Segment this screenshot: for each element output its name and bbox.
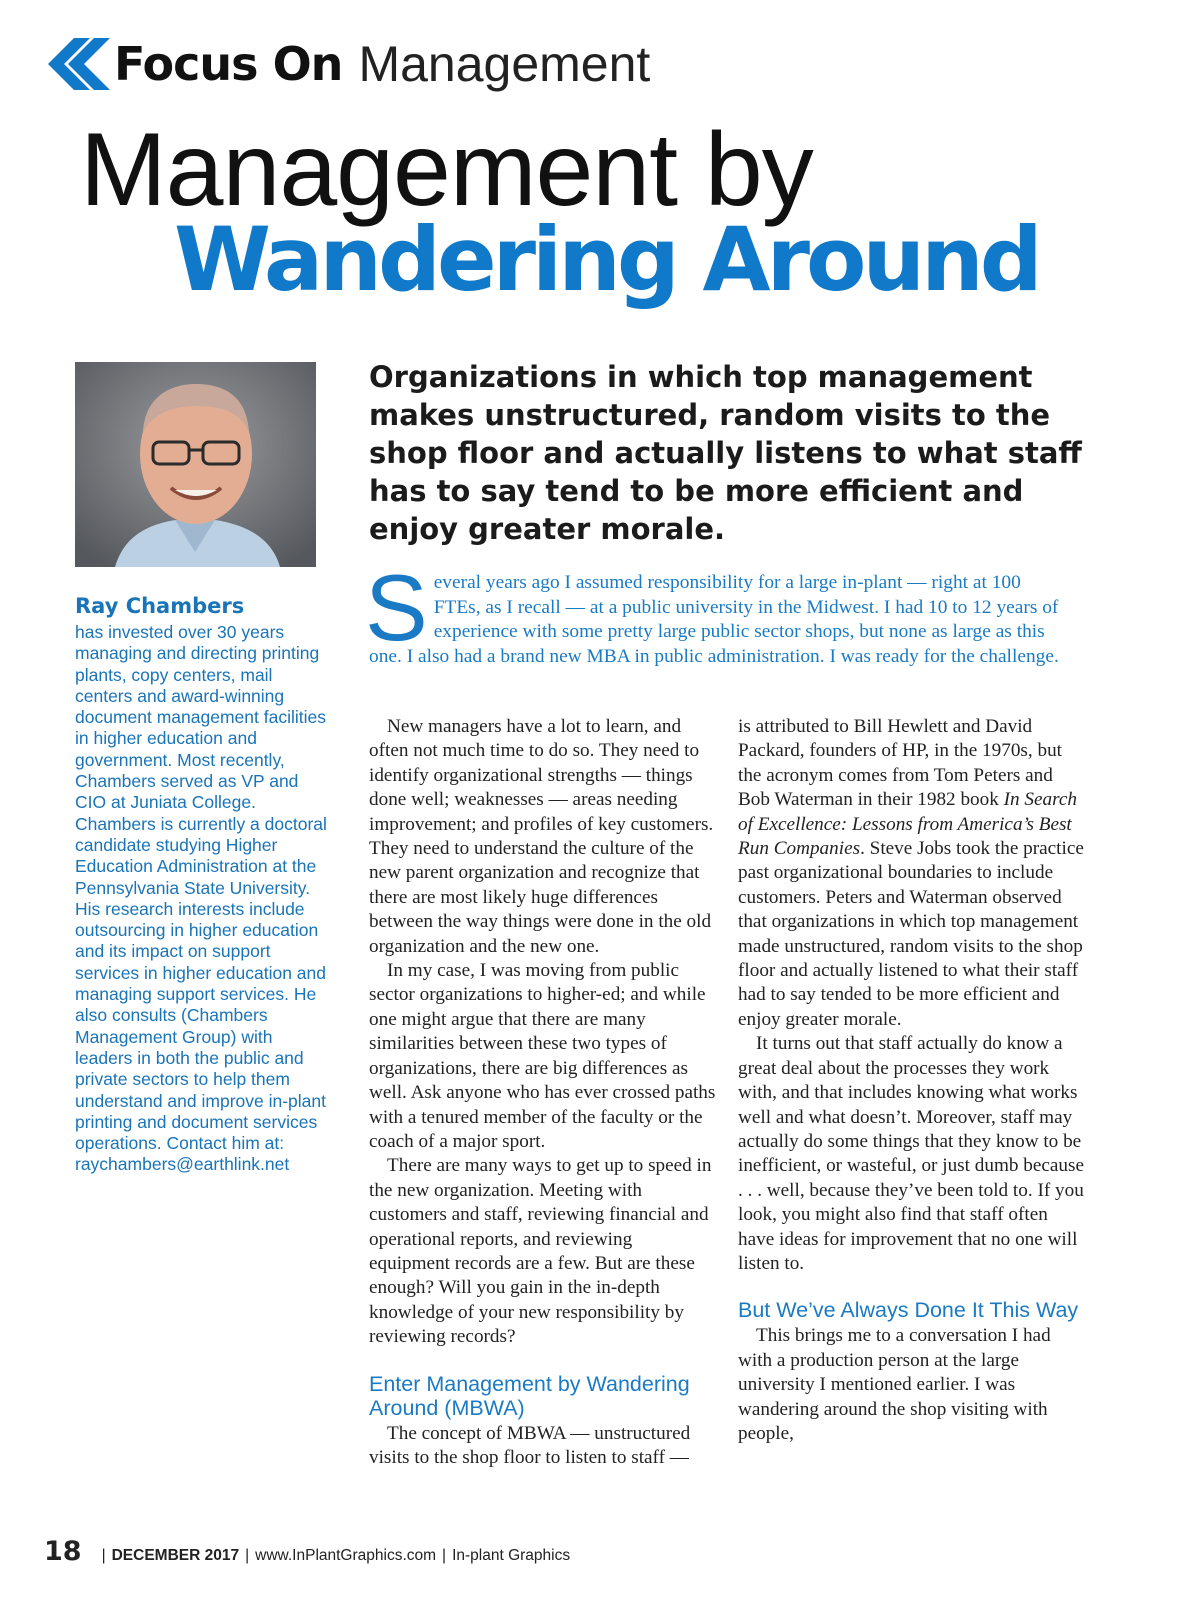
article-deck: Organizations in which top management makes unstructured, random visits to the shop floor and actually listens to what staff has to say tend to be more efficient and enjoy greater morale. bbox=[369, 360, 1082, 546]
subhead-mbwa: Enter Management by Wandering Around (MBWA) bbox=[369, 1371, 690, 1420]
page-footer: 18 | DECEMBER 2017 | www.InPlantGraphics.com | In-plant Graphics bbox=[44, 1536, 571, 1567]
body-paragraph: In my case, I was moving from public sector organizations to higher-ed; and while one might argue that there are many similarities between these two types of organizations, there are big differences as well. Ask anyone who has ever crossed paths with a tenured member of the faculty or the coach of a major sport. bbox=[369, 960, 716, 1152]
lead-paragraph bbox=[365, 555, 1065, 669]
publication-name: In-plant Graphics bbox=[452, 1547, 571, 1564]
double-chevron-left-icon bbox=[44, 36, 110, 92]
article-title-line-1: Management by bbox=[80, 112, 813, 228]
article-title-line-2: Wandering Around bbox=[174, 208, 1039, 311]
author-bio: has invested over 30 years managing and directing printing plants, copy centers, mail centers and award-winning document management facilities in higher education and government. Most recently, Chambers served as VP and CIO at Juniata College. Chambers is currently a doctoral candidate studying Higher Education Administration at the Pennsylvania State University. His research interests include outsourcing in higher education and its impact on support services in higher education and managing support services. He also consults (Chambers Management Group) with leaders in both the public and private sectors to help them understand and improve in-plant printing and document services operations. Contact him at: raychambers@earthlink.net bbox=[75, 622, 327, 1175]
drop-cap: S bbox=[365, 555, 428, 660]
body-paragraph: New managers have a lot to learn, and often not much time to do so. They need to identify organizational strengths — things done well; weaknesses — areas needing improvement; and profiles of key customers. They need to understand the culture of the new parent organization and recognize that there are most likely huge differences between the way things were done in the old organization and the new one. bbox=[369, 716, 714, 957]
body-paragraph: This brings me to a conversation I had with a production person at the large university I mentioned earlier. I was wandering around the shop visiting with people, bbox=[738, 1325, 1051, 1444]
body-paragraph: The concept of MBWA — unstructured visits to the shop floor to listen to staff — bbox=[369, 1422, 691, 1468]
issue-date: DECEMBER 2017 bbox=[111, 1547, 240, 1564]
body-column-left bbox=[369, 715, 717, 1470]
body-paragraph: There are many ways to get up to speed in the new organization. Meeting with customers and staff, reviewing financial and operational reports, and reviewing equipment records are a few. But are these enough? Will you gain in the in-depth knowledge of your new responsibility by reviewing records? bbox=[369, 1155, 712, 1348]
body-text: is attributed to Bill Hewlett and David Packard, founders of HP, in the 1970s, but the acronym comes from Tom Peters and Bob Waterman in their 1982 book bbox=[738, 716, 1063, 811]
body-text: . Steve Jobs took the practice past organizational boundaries to include customers. Peters and Waterman observed that organizations in which top management made unstructured, random visits to the shop floor and actually listened to what their staff had to say tended to be more efficient and enjoy greater morale. bbox=[738, 838, 1084, 1030]
body-paragraph: It turns out that staff actually do know a great deal about the processes they work with, and that includes knowing what works well and what doesn’t. Moreover, staff may actually do some things that they know to be inefficient, or wasteful, or just dumb because . . . well, because they’ve been told to. If you look, you might also find that staff often have ideas for improvement that no one will listen to. bbox=[738, 1033, 1084, 1274]
website-link[interactable]: www.InPlantGraphics.com bbox=[255, 1547, 437, 1564]
section-header bbox=[44, 34, 650, 94]
section-topic: Management bbox=[358, 36, 651, 92]
book-title: In Search of Excellence: Lessons from America’s Best Run Companies bbox=[738, 789, 1077, 860]
author-photo bbox=[75, 362, 316, 567]
lead-text: everal years ago I assumed responsibility for a large in-plant — right at 100 FTEs, as I recall — at a public university in the Midwest. I had 10 to 12 years of experience with some pretty large public sector shops, but none as large as this one. I also had a brand new MBA in public administration. I was ready for the challenge. bbox=[369, 572, 1059, 667]
section-label: Focus On bbox=[114, 37, 343, 91]
page-number: 18 bbox=[44, 1536, 82, 1567]
subhead-always-done: But We’ve Always Done It This Way bbox=[738, 1298, 1079, 1323]
body-paragraph bbox=[738, 715, 1086, 1032]
body-column-right bbox=[738, 715, 1086, 1446]
author-name: Ray Chambers bbox=[75, 594, 245, 618]
